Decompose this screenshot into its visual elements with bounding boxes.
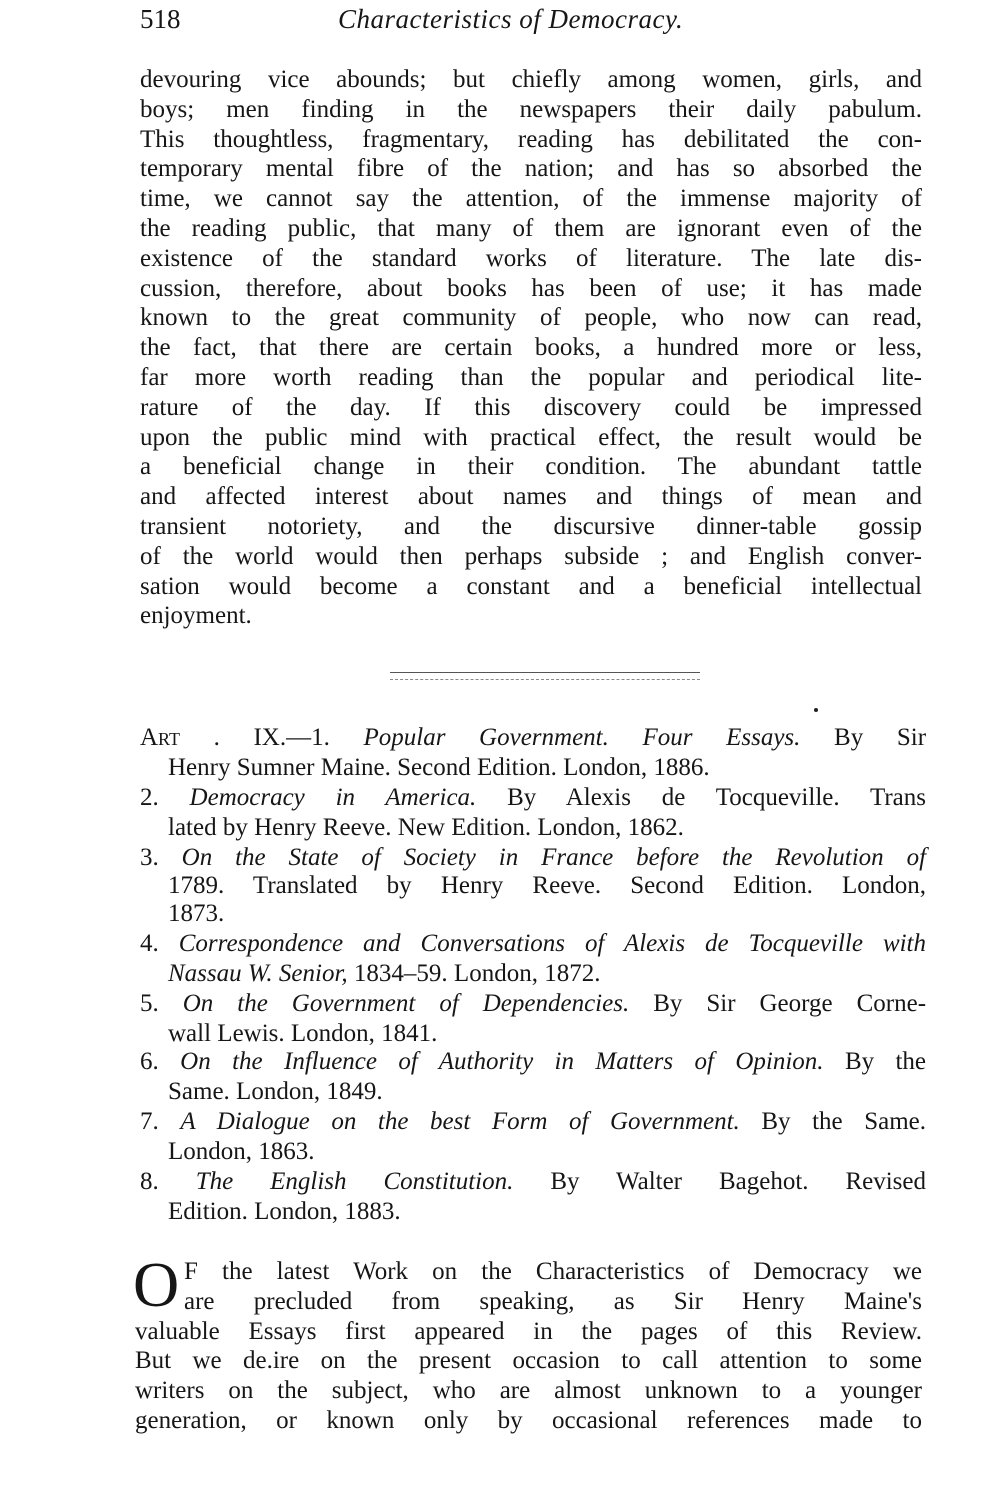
reference-title: On the Influence of Authority in Matters of Opinion. bbox=[180, 1048, 824, 1075]
reference-text: wall Lewis. London, 1841. bbox=[168, 1020, 438, 1047]
reference-line bbox=[140, 1047, 926, 1077]
reference-text: Edition. London, 1883. bbox=[168, 1198, 401, 1225]
body-line: of the world would then perhaps subside ; and English conver- bbox=[140, 542, 922, 570]
reference-text: 7. bbox=[140, 1108, 181, 1135]
reference-text: 3. bbox=[140, 844, 182, 871]
drop-cap: O bbox=[133, 1249, 180, 1320]
final-line: valuable Essays first appeared in the pages of this Review. bbox=[135, 1317, 922, 1345]
reference-line bbox=[168, 959, 600, 989]
body-line: sation would become a constant and a beneficial intellectual bbox=[140, 572, 922, 600]
body-line: enjoyment. bbox=[140, 602, 252, 630]
body-line: cussion, therefore, about books has been of use; it has made bbox=[140, 274, 922, 302]
reference-text: By Sir George Corne- bbox=[653, 990, 927, 1017]
body-line: a beneficial change in their condition. The abundant tattle bbox=[140, 453, 922, 481]
reference-line bbox=[140, 929, 926, 959]
reference-text: 6. bbox=[140, 1048, 181, 1075]
reference-line bbox=[140, 1167, 926, 1197]
reference-title: The English Constitution. bbox=[195, 1168, 514, 1195]
reference-text: London, 1863. bbox=[168, 1138, 315, 1165]
reference-line bbox=[140, 989, 926, 1019]
reference-title: On the Government of Dependencies. bbox=[182, 990, 630, 1017]
body-line: time, we cannot say the attention, of the immense majority of bbox=[140, 185, 922, 213]
reference-title: Nassau W. Senior, bbox=[168, 960, 348, 987]
reference-title: Correspondence and Conversations of Alexis de Tocqueville with bbox=[178, 930, 927, 957]
reference-title: On the State of Society in France before the Revolution of bbox=[181, 844, 927, 871]
reference-text: By the Same. bbox=[761, 1108, 927, 1135]
reference-line bbox=[168, 1197, 401, 1227]
reference-text: 1789. Translated by Henry Reeve. Second Edition. London, bbox=[168, 872, 926, 899]
body-line: the fact, that there are certain books, a hundred more or less, bbox=[140, 334, 922, 362]
reference-text: 1834–59. London, 1872. bbox=[353, 960, 601, 987]
body-line: the reading public, that many of them are ignorant even of the bbox=[140, 215, 922, 242]
stray-mark bbox=[814, 708, 818, 712]
reference-title: Popular Government. Four Essays. bbox=[363, 724, 801, 751]
final-line: F the latest Work on the Characteristics of Democracy we bbox=[184, 1258, 922, 1285]
reference-text: Art bbox=[140, 724, 180, 751]
reference-text: 4. bbox=[140, 930, 179, 957]
reference-line bbox=[168, 899, 224, 929]
body-line: known to the great community of people, who now can read, bbox=[140, 304, 922, 332]
reference-text: By Sir bbox=[834, 724, 927, 751]
reference-text: 8. bbox=[140, 1168, 196, 1195]
final-line: writers on the subject, who are almost unknown to a younger bbox=[135, 1377, 922, 1405]
final-line: But we de.ire on the present occasion to call attention to some bbox=[135, 1347, 922, 1375]
reference-title: Democracy in America. bbox=[189, 784, 477, 811]
reference-line bbox=[168, 871, 926, 901]
reference-text: . IX.—1. bbox=[213, 724, 364, 751]
body-line: boys; men finding in the newspapers their daily pabulum. bbox=[140, 95, 922, 123]
reference-text: Henry Sumner Maine. Second Edition. London, 1886. bbox=[168, 754, 710, 781]
reference-line bbox=[168, 813, 684, 843]
body-line: rature of the day. If this discovery could be impressed bbox=[140, 393, 922, 421]
reference-line bbox=[140, 723, 926, 753]
reference-text: 5. bbox=[140, 990, 183, 1017]
reference-text: By the bbox=[844, 1048, 927, 1075]
body-line: devouring vice abounds; but chiefly among women, girls, and bbox=[140, 66, 922, 93]
reference-text: By Alexis de Tocqueville. Trans bbox=[507, 784, 926, 811]
reference-text: Same. London, 1849. bbox=[168, 1078, 383, 1105]
body-line: upon the public mind with practical effect, the result would be bbox=[140, 423, 922, 451]
reference-line bbox=[168, 753, 710, 783]
body-line: This thoughtless, fragmentary, reading has debilitated the con- bbox=[140, 125, 922, 153]
reference-text: 1873. bbox=[168, 900, 225, 927]
reference-line bbox=[168, 1019, 437, 1049]
section-divider bbox=[390, 672, 700, 680]
reference-line bbox=[140, 783, 926, 813]
reference-line bbox=[140, 1107, 926, 1137]
reference-line bbox=[168, 1077, 383, 1107]
reference-text: lated by Henry Reeve. New Edition. London, 1862. bbox=[168, 814, 684, 841]
running-title: Characteristics of Democracy. bbox=[338, 4, 684, 34]
final-line: are precluded from speaking, as Sir Henry Maine's bbox=[184, 1287, 922, 1315]
reference-text: By Walter Bagehot. Revised bbox=[550, 1168, 926, 1195]
body-line: far more worth reading than the popular and periodical lite- bbox=[140, 364, 922, 391]
reference-text: 2. bbox=[140, 784, 190, 811]
final-line: generation, or known only by occasional references made to bbox=[135, 1407, 922, 1434]
reference-line bbox=[168, 1137, 315, 1167]
body-line: temporary mental fibre of the nation; and has so absorbed the bbox=[140, 155, 922, 183]
reference-title: A Dialogue on the best Form of Government. bbox=[180, 1108, 740, 1135]
page-number: 518 bbox=[140, 4, 181, 34]
reference-line bbox=[140, 843, 926, 873]
body-line: existence of the standard works of literature. The late dis- bbox=[140, 244, 922, 272]
body-line: transient notoriety, and the discursive dinner-table gossip bbox=[140, 513, 922, 540]
body-line: and affected interest about names and things of mean and bbox=[140, 483, 922, 511]
